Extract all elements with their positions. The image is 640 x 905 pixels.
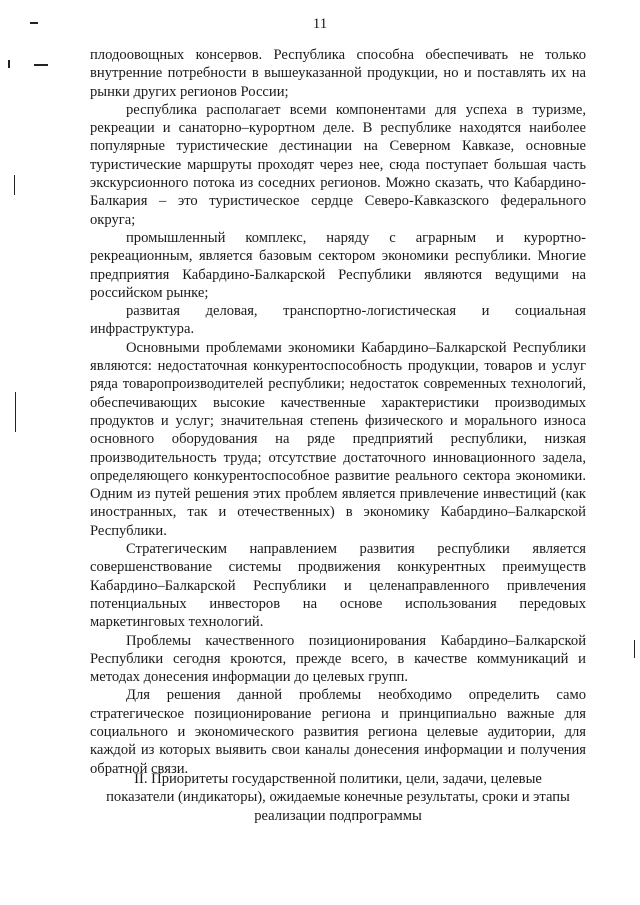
document-body [90,46,586,778]
paragraph: промышленный комплекс, наряду с аграрным и курортно-рекреационным, является базовым сектором экономики республики. Многие предприятия Кабардино-Балкарской Республики являются ведущими на российском рынке; [90,229,586,301]
paragraph: развитая деловая, транспортно-логистическая и социальная инфраструктура. [90,303,586,338]
paragraph: плодоовощных консервов. Республика способна обеспечивать не только внутренние потребности в вышеуказанной продукции, но и поставлять их на рынки других регионов России; [90,47,586,100]
section-heading-line: показатели (индикаторы), ожидаемые конечные результаты, сроки и этапы [106,789,570,806]
page-number: 11 [312,16,328,32]
scan-mark [15,392,16,432]
section-heading [90,770,586,825]
section-heading-line: II. Приоритеты государственной политики, цели, задачи, целевые [134,771,542,787]
section-heading-line: реализации подпрограммы [254,807,422,824]
paragraph: Основными проблемами экономики Кабардино–Балкарской Республики являются: недостаточная конкурентоспособность продукции, товаров и услуг ряда товаропроизводителей республики; недостаток современных технологий, обеспечивающих высокие качественные характеристики производимых продуктов и услуг; значительная степень физического и морального износа основного оборудования на ряде предприятий республики, низкая производительность труда; отсутствие достаточного инновационного задела, определяющего конкурентоспособное развитие реального сектора экономики. Одним из путей решения этих проблем является привлечение инвестиций (как иностранных, так и отечественных) в экономику Кабардино–Балкарской Республики. [90,339,586,539]
paragraph: Стратегическим направлением развития республики является совершенствование системы продвижения конкурентных преимуществ Кабардино–Балкарской Республики и целенаправленного привлечения потенциальных инвесторов на основе использования передовых маркетинговых технологий. [90,541,586,631]
paragraph: Для решения данной проблемы необходимо определить само стратегическое позиционирование региона и принципиально важные для социального и экономического развития региона целевые аудитории, для каждой из которых выявить свои каналы донесения информации и получения обратной связи. [90,687,586,777]
scan-mark [8,60,10,68]
paragraph: Проблемы качественного позиционирования Кабардино–Балкарской Республики сегодня кроются, прежде всего, в качестве коммуникаций и методах донесения информации до целевых групп. [90,632,586,686]
scan-mark [34,64,48,66]
scan-mark [634,640,635,658]
paragraph: республика располагает всеми компонентами для успеха в туризме, рекреации и санаторно–курортном деле. В республике находятся наиболее популярные туристические дестинации на Северном Кавказе, основные туристические маршруты проходят через нее, сюда поступает большая часть экскурсионного потока из соседних регионов. Можно сказать, что Кабардино-Балкария – это туристическое сердце Северо-Кавказского федерального округа; [90,101,586,228]
scan-mark [14,175,15,195]
